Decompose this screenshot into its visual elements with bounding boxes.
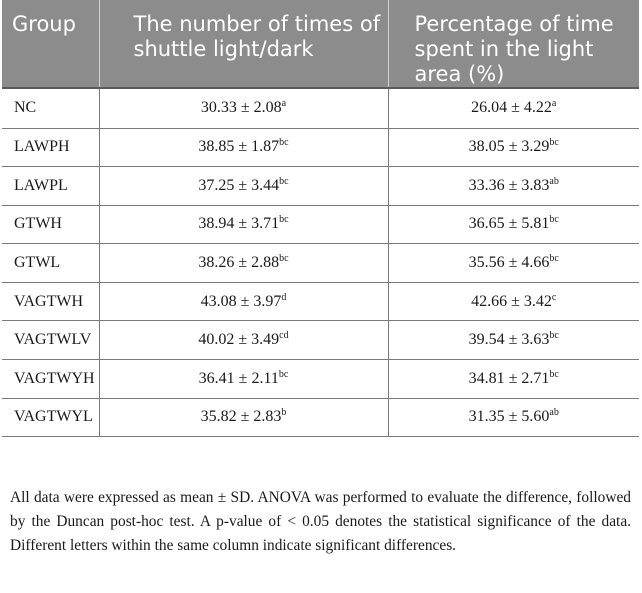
shuttle-count-value: 38.85 ± 1.87 <box>198 138 280 156</box>
light-time-cell <box>388 321 639 360</box>
table-row <box>2 321 639 360</box>
group-cell: VAGTWH <box>2 282 99 321</box>
light-time-value: 38.05 ± 3.29 <box>468 138 550 156</box>
group-cell: VAGTWYH <box>2 360 99 399</box>
shuttle-count-cell <box>99 128 388 167</box>
table-row <box>2 128 639 167</box>
light-time-value: 35.56 ± 4.66 <box>468 254 550 272</box>
group-cell: VAGTWLV <box>2 321 99 360</box>
light-time-value: 31.35 ± 5.60 <box>468 408 550 426</box>
table-footnote: All data were expressed as mean ± SD. ANOVA was performed to evaluate the difference, followed by the Duncan post-hoc test. A p-value of < 0.05 denotes the statistical significance of the data. Different letters within the same column indicate significant differences. <box>10 489 631 554</box>
shuttle-significance-letter: bc <box>279 253 289 265</box>
shuttle-count-cell <box>99 167 388 206</box>
light-time-cell <box>388 282 639 321</box>
header-light-time-percent: Percentage of time spent in the light area (%) <box>388 0 639 88</box>
light-time-value: 39.54 ± 3.63 <box>468 331 550 349</box>
light-time-significance-letter: a <box>551 98 557 110</box>
shuttle-significance-letter: bc <box>279 175 289 187</box>
table-header <box>2 0 639 88</box>
shuttle-count-cell <box>99 282 388 321</box>
shuttle-significance-letter: b <box>281 407 287 419</box>
light-time-significance-letter: ab <box>549 407 559 419</box>
table-row <box>2 244 639 283</box>
shuttle-count-value: 35.82 ± 2.83 <box>200 408 282 426</box>
shuttle-significance-letter: a <box>281 98 287 110</box>
table-row <box>2 205 639 244</box>
light-time-significance-letter: bc <box>549 330 559 342</box>
light-time-value: 42.66 ± 3.42 <box>471 292 552 310</box>
light-time-significance-letter: bc <box>549 214 559 226</box>
shuttle-significance-letter: cd <box>279 330 289 342</box>
light-time-significance-letter: bc <box>549 137 559 149</box>
light-time-cell <box>388 398 639 437</box>
table-row <box>2 167 639 206</box>
table-row <box>2 88 639 128</box>
light-time-significance-letter: bc <box>549 368 559 380</box>
shuttle-count-cell <box>99 244 388 283</box>
shuttle-count-value: 37.25 ± 3.44 <box>198 176 280 194</box>
shuttle-count-value: 30.33 ± 2.08 <box>200 99 282 117</box>
results-table <box>2 0 639 437</box>
light-time-cell <box>388 205 639 244</box>
shuttle-significance-letter: d <box>281 291 287 303</box>
light-time-significance-letter: c <box>551 291 557 303</box>
group-cell: VAGTWYL <box>2 398 99 437</box>
table-row <box>2 360 639 399</box>
light-time-cell <box>388 128 639 167</box>
light-time-value: 26.04 ± 4.22 <box>471 99 552 117</box>
shuttle-count-cell <box>99 321 388 360</box>
shuttle-count-cell <box>99 398 388 437</box>
shuttle-count-cell <box>99 360 388 399</box>
group-cell: NC <box>2 88 99 128</box>
shuttle-count-value: 43.08 ± 3.97 <box>200 292 282 310</box>
shuttle-significance-letter: bc <box>278 368 289 380</box>
header-group: Group <box>2 0 99 88</box>
shuttle-count-value: 38.26 ± 2.88 <box>198 254 280 272</box>
group-cell: GTWH <box>2 205 99 244</box>
group-cell: GTWL <box>2 244 99 283</box>
shuttle-count-cell <box>99 205 388 244</box>
shuttle-count-value: 40.02 ± 3.49 <box>198 331 280 349</box>
light-time-significance-letter: ab <box>549 175 559 187</box>
shuttle-significance-letter: bc <box>279 214 289 226</box>
light-time-cell <box>388 88 639 128</box>
shuttle-significance-letter: bc <box>279 137 289 149</box>
light-time-significance-letter: bc <box>549 253 559 265</box>
light-time-value: 34.81 ± 2.71 <box>468 369 550 387</box>
light-time-cell <box>388 244 639 283</box>
group-cell: LAWPH <box>2 128 99 167</box>
shuttle-count-value: 38.94 ± 3.71 <box>198 215 280 233</box>
table-row <box>2 398 639 437</box>
light-time-cell <box>388 167 639 206</box>
table-row <box>2 282 639 321</box>
shuttle-count-value: 36.41 ± 2.11 <box>198 369 279 387</box>
table-body <box>2 88 639 437</box>
light-time-value: 36.65 ± 5.81 <box>468 215 550 233</box>
shuttle-count-cell <box>99 88 388 128</box>
light-time-value: 33.36 ± 3.83 <box>468 176 550 194</box>
header-shuttle-count: The number of times of shuttle light/dark <box>99 0 388 88</box>
light-time-cell <box>388 360 639 399</box>
group-cell: LAWPL <box>2 167 99 206</box>
